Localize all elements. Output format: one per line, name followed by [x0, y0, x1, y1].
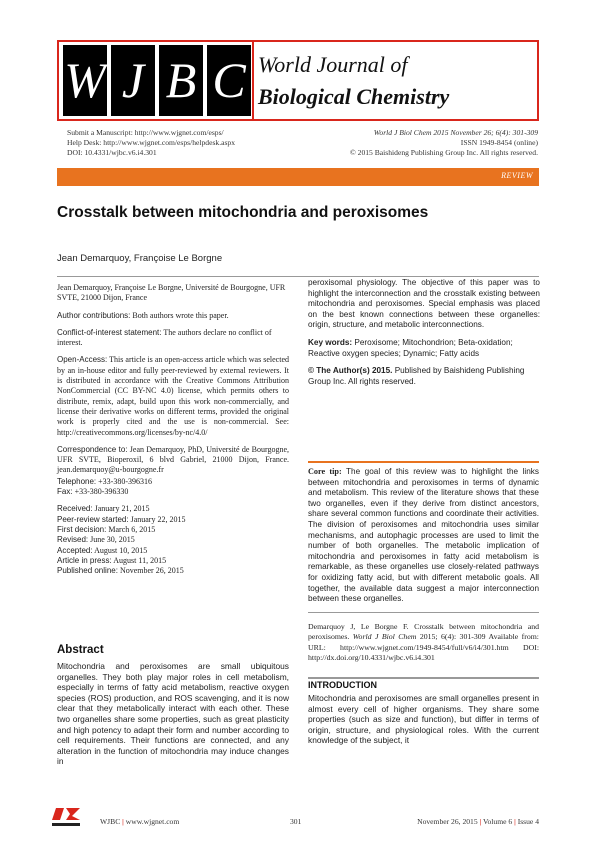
review-banner [57, 168, 539, 186]
dates-list [57, 504, 289, 576]
footer-journal: WJBC [100, 817, 121, 826]
helpdesk-link[interactable]: Help Desk: http://www.wjgnet.com/esps/helpdesk.aspx [67, 138, 236, 148]
correspondence-label: Correspondence to: [57, 444, 128, 454]
logo-divider [252, 42, 254, 119]
keywords-label: Key words: [308, 337, 353, 347]
citation-block [308, 622, 539, 663]
title-divider [57, 276, 539, 277]
article-authors: Jean Demarquoy, Françoise Le Borgne [57, 253, 223, 264]
footer-separator: | [514, 817, 516, 826]
date-row: First decision: March 6, 2015 [57, 524, 156, 534]
author-copyright-label: © The Author(s) 2015. [308, 366, 393, 376]
fax-label: Fax: [57, 487, 73, 497]
page-footer [100, 817, 539, 826]
doi-text: DOI: 10.4331/wjbc.v6.i4.301 [67, 148, 157, 158]
right-column [308, 278, 540, 394]
submission-info [67, 128, 235, 159]
submit-link[interactable]: Submit a Manuscript: http://www.wjgnet.com/esps/ [67, 128, 224, 137]
core-tip-label: Core tip: [308, 467, 342, 476]
copyright: © 2015 Baishideng Publishing Group Inc. All rights reserved. [349, 148, 538, 158]
abstract-continuation: peroxisomal physiology. The objective of this paper was to highlight the interconnection and the crosstalk existing between mitochondria and peroxisomes. Special emphasis was placed on the best known connections between these organelles: origin, structure, and metabolic interconnections. [308, 278, 540, 330]
review-label: REVIEW [501, 171, 533, 180]
footer-issue-info [417, 817, 539, 826]
contrib-label: Author contributions: [57, 310, 131, 320]
core-tip-text: The goal of this review was to highlight the links between mitochondria and peroxisomes in terms of dynamic and metabolism. This review of the literature shows that these two organelles, even if they derive from distinct ancestors, share several common functions and coordinate their activities. The division of peroxisomes and mitochondria uses similar mechanisms, and autophagic processes are used to limit the number of both organelles. The metabolic implication of mitochondria and peroxisomes in fatty acid metabolism is remarkable, as these organelles use closely-related pathways for oxidizing fatty acid, but with different metabolic goals. All together, the available data suggest a major interconnection between these organelles. [308, 467, 539, 604]
conflict-text: The authors declare no conflict of interest. [57, 327, 272, 348]
abstract-text: Mitochondria and peroxisomes are small ubiquitous organelles. They both play major roles in cell metabolism, especially in terms of fatty acid metabolism, reactive oxygen species (ROS) production, and ROS scavenging, and it is now clear that they metabolically interact with each other. These two organelles share some properties, such as great plasticity and high potency to adapt their form and number according to cell requirements. Their functions are connected, and any alteration in the function of mitochondria may induce changes in [57, 661, 289, 767]
logo-letter-c: C [207, 45, 251, 116]
page-number: 301 [290, 817, 302, 826]
date-row: Received: January 21, 2015 [57, 504, 150, 514]
journal-name-line2: Biological Chemistry [258, 84, 450, 109]
journal-name-line1: World Journal of [258, 52, 408, 77]
telephone: +33-380-396316 [98, 476, 152, 486]
citation-url[interactable]: 2015; 6(4): 301-309 Available from: URL: http://www.wjgnet.com/1949-8454/full/v6/i4/301.htm DOI: http://dx.doi.org/10.4331/wjbc.v6.i4.301 [308, 632, 539, 662]
oa-text: This article is an open-access article which was selected by an in-house editor and fully peer-reviewed by external reviewers. It is distributed in accordance with the Creative Commons Attribution NonCommercial (CC BY-NC 4.0) license, which permits others to distribute, remix, adapt, build upon this work non-commercially, and license their derivative works on different terms, provided the original work is properly cited and the use is non-commercial. See: http://creativecommons.org/licenses/by-nc/4.0/ [57, 355, 289, 437]
introduction-heading: INTRODUCTION [308, 680, 377, 690]
conflict-label: Conflict-of-interest statement: [57, 327, 162, 337]
abstract-heading: Abstract [57, 644, 104, 656]
article-title: Crosstalk between mitochondria and peroxisomes [57, 204, 429, 221]
date-row: Revised: June 30, 2015 [57, 535, 135, 545]
introduction-text: Mitochondria and peroxisomes are small organelles present in almost every cell of higher organisms. They share some properties (such as size and function), but differ in terms of origin, structure, and physiological roles. With the current knowledge of the subject, it [308, 693, 539, 746]
date-row: Published online: November 26, 2015 [57, 566, 184, 576]
journal-citation-info [350, 128, 538, 159]
contrib-text: Both authors wrote this paper. [132, 310, 229, 320]
citation-journal: World J Biol Chem [352, 632, 417, 642]
logo-letter-j: J [111, 45, 155, 116]
date-row: Accepted: August 10, 2015 [57, 545, 148, 555]
left-column [57, 283, 289, 576]
keywords: Peroxisome; Mitochondrion; Beta-oxidation; Reactive oxygen species; Dynamic; Fatty acids [308, 337, 513, 358]
footer-date: November 26, 2015 [417, 817, 478, 826]
fax: +33-380-396330 [74, 487, 129, 497]
core-tip-box [308, 461, 539, 613]
footer-volume: Volume 6 [483, 817, 513, 826]
footer-issue: Issue 4 [517, 817, 539, 826]
logo-letter-b: B [159, 45, 203, 116]
citation-authors-title: Demarquoy J, Le Borgne F. Crosstalk between mitochondria and peroxisomes. [308, 622, 539, 642]
author-copyright: Published by Baishideng Publishing Group Inc. All rights reserved. [308, 366, 525, 386]
footer-separator: | [122, 817, 124, 826]
logo-letter-w: W [63, 45, 107, 116]
footer-separator: | [479, 817, 482, 826]
footer-url[interactable]: www.wjgnet.com [125, 817, 180, 826]
affiliation: Jean Demarquoy, Françoise Le Borgne, Université de Bourgogne, UFR SVTE, 21000 Dijon, France [57, 283, 286, 303]
telephone-label: Telephone: [57, 476, 97, 486]
correspondence-text: Jean Demarquoy, PhD, Université de Bourgogne, UFR SVTE, Bioperoxil, 6 blvd Gabriel, 21000 Dijon, France. jean.demarquoy@u-bourgogne.fr [57, 444, 290, 475]
citation-short: World J Biol Chem 2015 November 26; 6(4): 301-309 [373, 128, 538, 137]
issn: ISSN 1949-8454 (online) [460, 138, 538, 148]
date-row: Article in press: August 11, 2015 [57, 555, 167, 565]
oa-label: Open-Access: [57, 355, 108, 365]
publisher-logo [50, 806, 86, 830]
date-row: Peer-review started: January 22, 2015 [57, 514, 186, 524]
